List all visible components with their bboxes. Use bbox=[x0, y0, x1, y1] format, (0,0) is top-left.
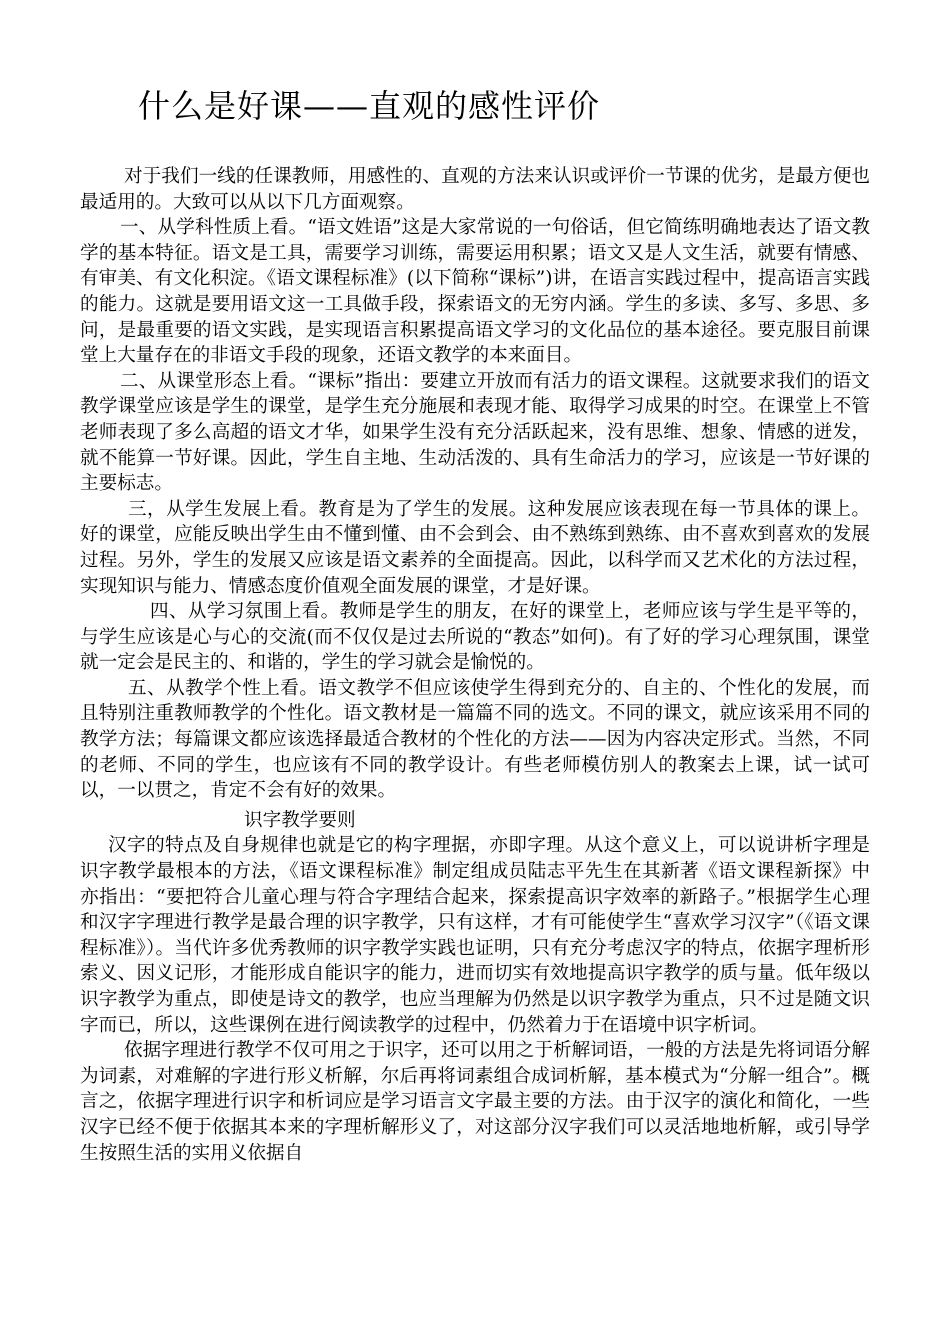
paragraph-student-development: 三，从学生发展上看。教育是为了学生的发展。这种发展应该表现在每一节具体的课上。好的课堂，应能反映出学生由不懂到懂、由不会到会、由不熟练到熟练、由不喜欢到喜欢的发展过程。另外，学生的发展又应该是语文素养的全面提高。因此，以科学而又艺术化的方法过程，实现知识与能力、情感态度价值观全面发展的课堂，才是好课。 bbox=[80, 498, 870, 597]
section-heading-literacy: 识字教学要则 bbox=[244, 809, 356, 831]
intro-paragraph: 对于我们一线的任课教师，用感性的、直观的方法来认识或评价一节课的优劣，是最方便也最适用的。大致可以从以下几方面观察。 bbox=[80, 166, 870, 213]
paragraph-learning-atmosphere: 四、从学习氛围上看。教师是学生的朋友，在好的课堂上，老师应该与学生是平等的，与学生应该是心与心的交流(而不仅仅是过去所说的“教态”如何)。有了好的学习心理氛围，课堂就一定会是民主的、和谐的，学生的学习就会是愉悦的。 bbox=[80, 601, 870, 674]
paragraph-subject-nature: 一、从学科性质上看。“语文姓语”这是大家常说的一句俗话，但它简练明确地表达了语文教学的基本特征。语文是工具，需要学习训练，需要运用积累；语文又是人文生活，就要有情感、有审美、有文化积淀。《语文课程标准》(以下简称“课标”)讲，在语言实践过程中，提高语言实践的能力。这就是要用语文这一工具做手段，探索语文的无穷内涵。学生的多读、多写、多思、多问，是最重要的语文实践，是实现语言积累提高语文学习的文化品位的基本途径。要克服目前课堂上大量存在的非语文手段的现象，还语文教学的本来面目。 bbox=[80, 217, 870, 367]
paragraph-teaching-individuality: 五、从教学个性上看。语文教学不但应该使学生得到充分的、自主的、个性化的发展，而且特别注重教师教学的个性化。语文教材是一篇篇不同的选文。不同的课文，就应该采用不同的教学方法；每篇课文都应该选择最适合教材的个性化的方法——因为内容决定形式。当然，不同的老师、不同的学生，也应该有不同的教学设计。有些老师模仿别人的教案去上课，试一试可以，一以贯之，肯定不会有好的效果。 bbox=[80, 677, 870, 802]
paragraph-classroom-form: 二、从课堂形态上看。“课标”指出：要建立开放而有活力的语文课程。这就要求我们的语文教学课堂应该是学生的课堂，是学生充分施展和表现才能、取得学习成果的时空。在课堂上不管老师表现了多么高超的语文才华，如果学生没有充分活跃起来，没有思维、想象、情感的迸发，就不能算一节好课。因此，学生自主地、生动活泼的、具有生命活力的学习，应该是一节好课的主要标志。 bbox=[80, 370, 870, 495]
document-page bbox=[80, 84, 870, 1166]
document-title: 什么是好课——直观的感性评价 bbox=[138, 87, 601, 125]
paragraph-character-logic: 汉字的特点及自身规律也就是它的构字理据，亦即字理。从这个意义上，可以说讲析字理是识字教学最根本的方法，《语文课程标准》制定组成员陆志平先生在其新著《语文课程新探》中亦指出：“要把符合儿童心理与符合字理结合起来，探索提高识字效率的新路子。”根据学生心理和汉字字理进行教学是最合理的识字教学，只有这样，才有可能使学生“喜欢学习汉字”（《语文课程标准》）。当代许多优秀教师的识字教学实践也证明，只有充分考虑汉字的特点，依据字理析形索义、因义记形，才能形成自能识字的能力，进而切实有效地提高识字教学的质与量。低年级以识字教学为重点，即使是诗文的教学，也应当理解为仍然是以识字教学为重点，只不过是随文识字而已，所以，这些课例在进行阅读教学的过程中，仍然着力于在语境中识字析词。 bbox=[80, 835, 870, 1036]
paragraph-word-analysis: 依据字理进行教学不仅可用之于识字，还可以用之于析解词语，一般的方法是先将词语分解为词素，对难解的字进行形义析解，尔后再将词素组合成词析解，基本模式为“分解一组合”。概言之，依据字理进行识字和析词应是学习语言文字最主要的方法。由于汉字的演化和简化，一些汉字已经不便于依据其本来的字理析解形义了，对这部分汉字我们可以灵活地地析解，或引导学生按照生活的实用义依据自 bbox=[80, 1040, 870, 1164]
